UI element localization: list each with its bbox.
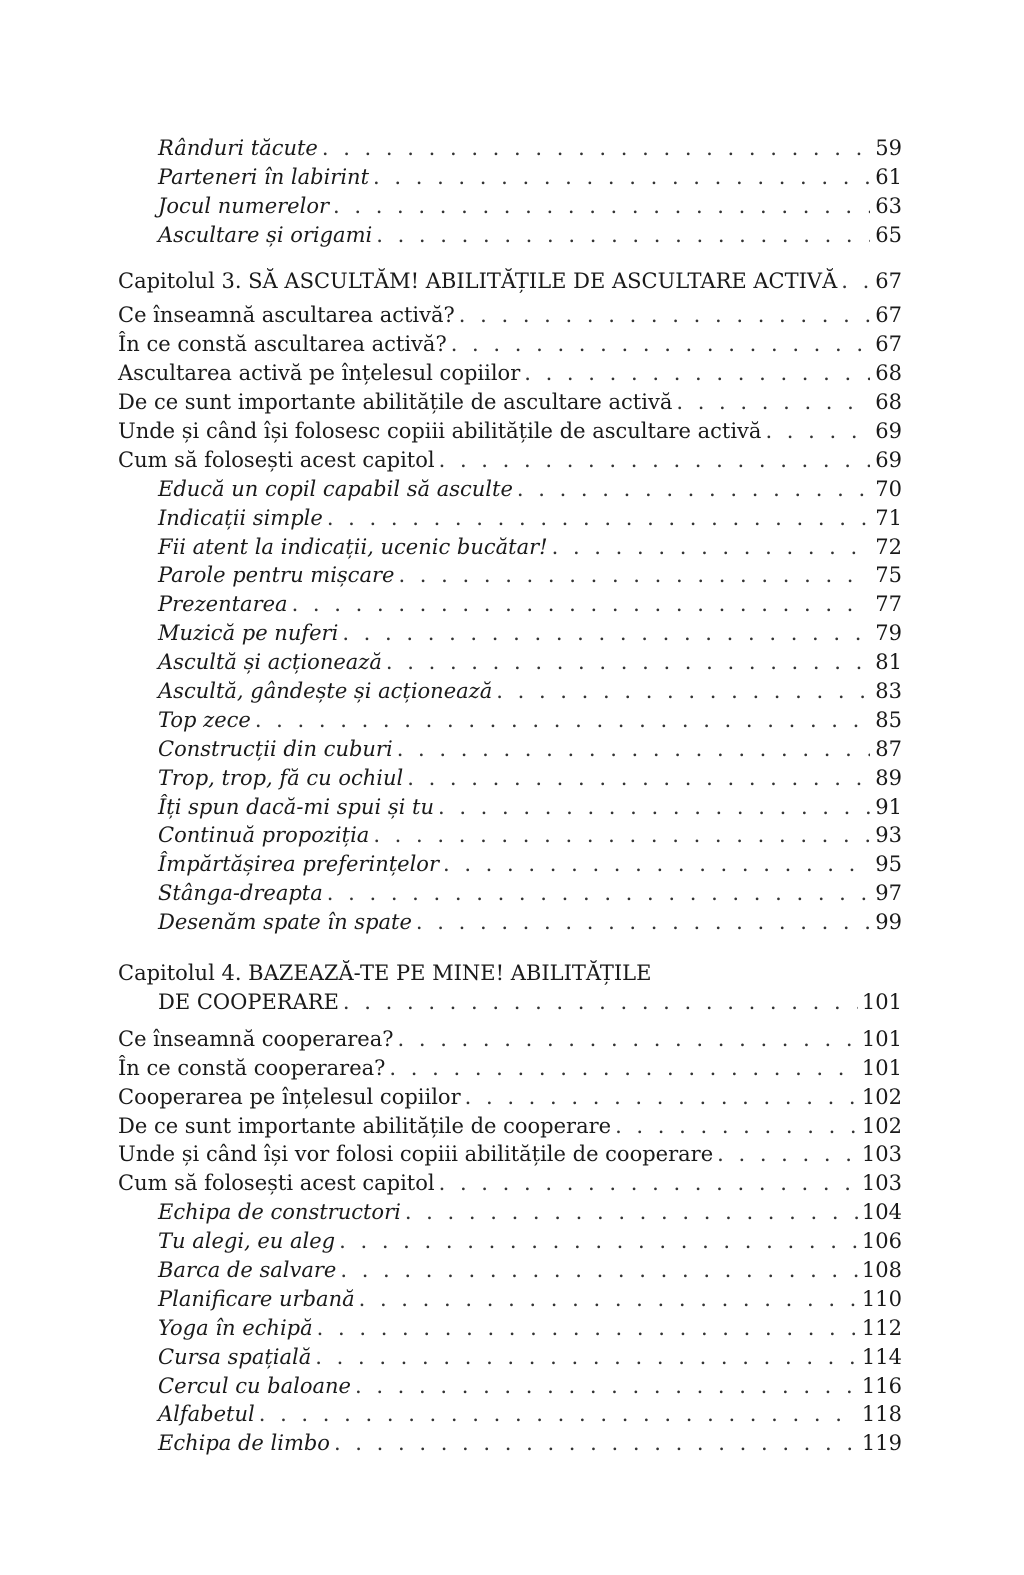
toc-entry — [118, 1285, 902, 1314]
toc-entry — [118, 648, 902, 677]
toc-entry-title: Cooperarea pe înțelesul copiilor — [118, 1084, 461, 1109]
toc-entry-page: 112 — [861, 1315, 902, 1340]
toc-entry — [118, 134, 902, 163]
toc-entry-title: Ascultare și origami — [158, 222, 373, 247]
toc-entry-title: Unde și când își folosesc copiii abilitățile de ascultare activă — [118, 419, 762, 444]
toc-entry-title: Prezentarea — [158, 592, 288, 617]
chapter-4-title-line-1: Capitolul 4. BAZEAZĂ-TE PE MINE! ABILITĂȚILE — [118, 961, 652, 986]
toc-entry — [118, 879, 902, 908]
toc-entry-title: Ascultă și acționează — [158, 650, 382, 675]
toc-entry-title: În ce constă cooperarea? — [118, 1055, 386, 1080]
toc-entry-page: 79 — [875, 621, 902, 646]
toc-entry — [118, 1343, 902, 1372]
toc-entry-page: 68 — [875, 361, 902, 386]
toc-entry-title: Cercul cu baloane — [158, 1373, 351, 1398]
toc-entry-page: 102 — [861, 1113, 902, 1138]
toc-entry-title: Alfabetul — [158, 1402, 255, 1427]
toc-entry-title: În ce constă ascultarea activă? — [118, 332, 447, 357]
toc-entry — [118, 908, 902, 937]
toc-entry-title: Echipa de constructori — [158, 1200, 401, 1225]
dot-leader — [459, 301, 870, 330]
dot-leader — [376, 221, 870, 250]
toc-entry-page: 61 — [875, 164, 902, 189]
toc-entry-title: Echipa de limbo — [158, 1431, 330, 1456]
dot-leader — [438, 793, 870, 822]
dot-leader — [397, 735, 870, 764]
toc-entry — [118, 446, 902, 475]
chapter-3-heading — [118, 267, 902, 296]
toc-entry-page: 75 — [875, 563, 902, 588]
toc-entry-page: 101 — [861, 1055, 902, 1080]
toc-entry — [118, 735, 902, 764]
chapter-4-heading-line-1 — [118, 959, 902, 988]
toc-entry — [118, 821, 902, 850]
dot-leader — [359, 1285, 858, 1314]
chapter-4-heading-line-2 — [118, 988, 902, 1017]
dot-leader — [355, 1372, 858, 1401]
toc-entry — [118, 475, 902, 504]
toc-entry-page: 89 — [875, 765, 902, 790]
toc-entry-page: 70 — [875, 476, 902, 501]
toc-entry — [118, 192, 902, 221]
toc-entry-title: Indicații simple — [158, 505, 323, 530]
toc-entry — [118, 330, 902, 359]
chapter-4-page: 101 — [861, 989, 902, 1014]
toc-entry-page: 119 — [861, 1431, 902, 1456]
toc-entry-page: 106 — [861, 1229, 902, 1254]
toc-entry — [118, 1256, 902, 1285]
toc-entry-title: Cursa spațială — [158, 1344, 312, 1369]
toc-entry — [118, 301, 902, 330]
dot-leader — [255, 706, 870, 735]
toc-entry-title: Educă un copil capabil să asculte — [158, 476, 513, 501]
dot-leader — [373, 163, 870, 192]
dot-leader — [317, 1314, 858, 1343]
toc-entry-title: Rânduri tăcute — [158, 136, 318, 160]
toc-entry — [118, 1169, 902, 1198]
dot-leader — [373, 821, 870, 850]
toc-entry-page: 72 — [875, 534, 902, 559]
dot-leader — [405, 1198, 858, 1227]
toc-entry-page: 99 — [875, 910, 902, 935]
toc-block-2 — [118, 301, 902, 937]
toc-entry-page: 67 — [875, 332, 902, 357]
dot-leader — [841, 267, 870, 296]
toc-block-1 — [118, 134, 902, 250]
dot-leader — [517, 475, 870, 504]
toc-entry-page: 69 — [875, 447, 902, 472]
toc-entry-page: 69 — [875, 419, 902, 444]
toc-entry-title: Cum să folosești acest capitol — [118, 1171, 435, 1196]
toc-entry-page: 110 — [861, 1286, 902, 1311]
dot-leader — [615, 1112, 858, 1141]
toc-entry — [118, 561, 902, 590]
dot-leader — [315, 1343, 858, 1372]
toc-entry-page: 95 — [875, 852, 902, 877]
toc-entry-title: Cum să folosești acest capitol — [118, 447, 435, 472]
toc-entry — [118, 359, 902, 388]
chapter-3-title: Capitolul 3. SĂ ASCULTĂM! ABILITĂȚILE DE ASCULTARE ACTIVĂ — [118, 268, 838, 293]
dot-leader — [416, 908, 870, 937]
toc-entry-title: Barca de salvare — [158, 1257, 337, 1282]
dot-leader — [339, 1227, 858, 1256]
toc-entry-page: 59 — [875, 136, 902, 160]
toc-block-3 — [118, 1025, 902, 1458]
chapter-4-title-line-2: DE COOPERARE — [158, 989, 339, 1014]
toc-entry-title: Construcții din cuburi — [158, 736, 393, 761]
dot-leader — [443, 850, 870, 879]
dot-leader — [496, 677, 870, 706]
toc-entry-title: De ce sunt importante abilitățile de ascultare activă — [118, 390, 673, 415]
toc-entry-page: 97 — [875, 881, 902, 906]
toc-entry-title: Parole pentru mișcare — [158, 563, 395, 588]
toc-entry — [118, 388, 902, 417]
dot-leader — [389, 1054, 857, 1083]
toc-entry-title: Top zece — [158, 707, 251, 732]
dot-leader — [292, 590, 870, 619]
chapter-3-page: 67 — [875, 268, 902, 293]
toc-entry — [118, 590, 902, 619]
toc-entry — [118, 1400, 902, 1429]
dot-leader — [334, 1429, 858, 1458]
toc-entry-page: 63 — [875, 193, 902, 218]
dot-leader — [676, 388, 870, 417]
toc-entry-page: 101 — [861, 1026, 902, 1051]
dot-leader — [333, 192, 870, 221]
toc-entry-page: 103 — [861, 1171, 902, 1196]
toc-entry-title: Jocul numerelor — [158, 193, 329, 218]
toc-entry-page: 91 — [875, 794, 902, 819]
dot-leader — [398, 561, 870, 590]
toc-entry-page: 87 — [875, 736, 902, 761]
dot-leader — [343, 988, 858, 1017]
toc-entry-title: Stânga-dreapta — [158, 881, 323, 906]
toc-entry-title: Desenăm spate în spate — [158, 910, 412, 935]
toc-entry-page: 114 — [861, 1344, 902, 1369]
toc-entry-title: Yoga în echipă — [158, 1315, 313, 1340]
toc-entry-title: Ce înseamnă cooperarea? — [118, 1026, 394, 1051]
toc-entry — [118, 504, 902, 533]
toc-entry — [118, 1025, 902, 1054]
toc-entry-page: 103 — [861, 1142, 902, 1167]
toc-entry-page: 93 — [875, 823, 902, 848]
dot-leader — [465, 1083, 858, 1112]
toc-entry-title: Unde și când își vor folosi copiii abilitățile de cooperare — [118, 1142, 714, 1167]
toc-entry — [118, 1198, 902, 1227]
toc-entry-page: 81 — [875, 650, 902, 675]
dot-leader — [342, 619, 870, 648]
toc-entry — [118, 221, 902, 250]
toc-entry-title: De ce sunt importante abilitățile de cooperare — [118, 1113, 612, 1138]
toc-entry-page: 77 — [875, 592, 902, 617]
toc-entry-title: Parteneri în labirint — [158, 164, 370, 189]
toc-entry — [118, 1083, 902, 1112]
toc-entry — [118, 793, 902, 822]
toc-entry — [118, 1112, 902, 1141]
toc-entry — [118, 1227, 902, 1256]
table-of-contents — [118, 134, 902, 1458]
toc-entry-title: Îți spun dacă-mi spui și tu — [158, 794, 434, 819]
dot-leader — [322, 134, 870, 163]
dot-leader — [765, 417, 870, 446]
toc-entry — [118, 764, 902, 793]
toc-entry-page: 116 — [861, 1373, 902, 1398]
toc-entry — [118, 417, 902, 446]
toc-entry-title: Tu alegi, eu aleg — [158, 1229, 336, 1254]
toc-entry-title: Planificare urbană — [158, 1286, 355, 1311]
dot-leader — [327, 504, 870, 533]
dot-leader — [327, 879, 870, 908]
toc-entry-page: 68 — [875, 390, 902, 415]
dot-leader — [439, 446, 870, 475]
toc-entry — [118, 163, 902, 192]
toc-entry-title: Ce înseamnă ascultarea activă? — [118, 303, 455, 328]
dot-leader — [439, 1169, 858, 1198]
dot-leader — [451, 330, 870, 359]
toc-entry-title: Fii atent la indicații, ucenic bucătar! — [158, 534, 548, 559]
toc-entry-page: 85 — [875, 707, 902, 732]
dot-leader — [398, 1025, 858, 1054]
dot-leader — [386, 648, 870, 677]
toc-entry-title: Trop, trop, fă cu ochiul — [158, 765, 404, 790]
dot-leader — [259, 1400, 858, 1429]
toc-entry — [118, 619, 902, 648]
toc-entry-page: 83 — [875, 679, 902, 704]
toc-entry-title: Muzică pe nuferi — [158, 621, 339, 646]
toc-entry — [118, 1140, 902, 1169]
toc-entry-page: 118 — [861, 1402, 902, 1427]
toc-entry-title: Ascultarea activă pe înțelesul copiilor — [118, 361, 521, 386]
toc-entry — [118, 1429, 902, 1458]
toc-entry-page: 65 — [875, 222, 902, 247]
dot-leader — [524, 359, 870, 388]
toc-entry-page: 108 — [861, 1257, 902, 1282]
toc-entry — [118, 1314, 902, 1343]
toc-entry-title: Ascultă, gândește și acționează — [158, 679, 493, 704]
dot-leader — [552, 533, 870, 562]
dot-leader — [717, 1140, 858, 1169]
toc-entry-title: Împărtășirea preferințelor — [158, 852, 439, 877]
toc-entry — [118, 706, 902, 735]
dot-leader — [407, 764, 870, 793]
toc-entry — [118, 677, 902, 706]
toc-entry-page: 71 — [875, 505, 902, 530]
toc-entry-page: 102 — [861, 1084, 902, 1109]
toc-entry — [118, 1372, 902, 1401]
toc-entry-page: 104 — [861, 1200, 902, 1225]
toc-entry — [118, 533, 902, 562]
dot-leader — [340, 1256, 858, 1285]
toc-entry — [118, 850, 902, 879]
toc-entry-title: Continuă propoziția — [158, 823, 370, 848]
toc-entry — [118, 1054, 902, 1083]
toc-entry-page: 67 — [875, 303, 902, 328]
